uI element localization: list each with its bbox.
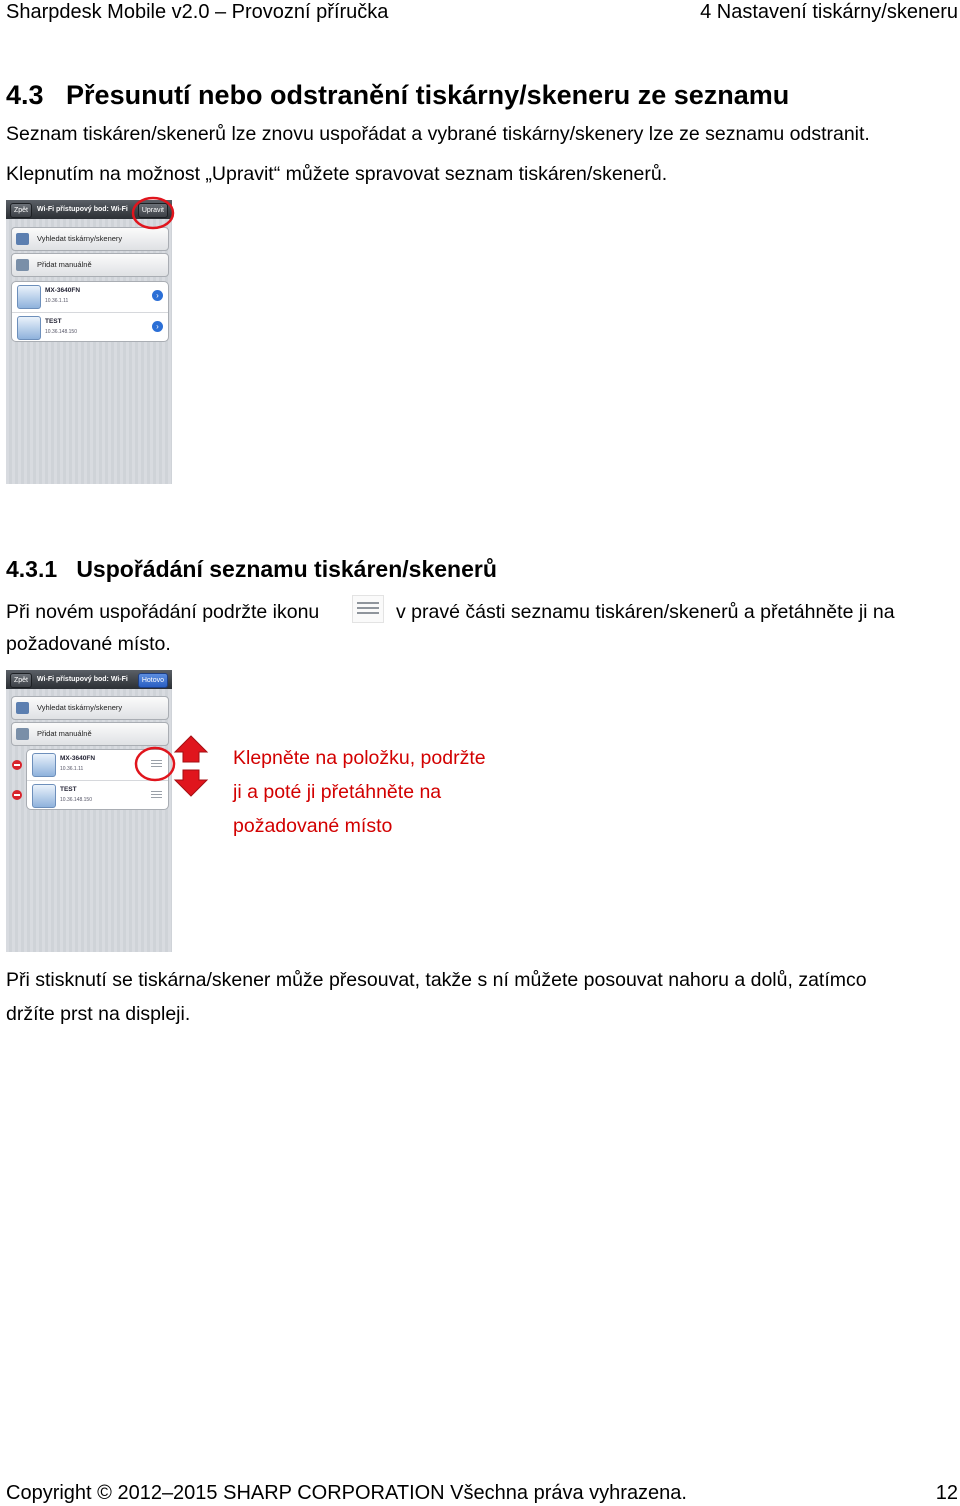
device-ip: 10.36.1.11 [45,298,69,304]
printer-icon [17,285,41,309]
add-manually-label: Přidat manuálně [37,260,92,269]
highlight-circle-grip [134,745,178,783]
nav-bar [6,670,172,689]
edit-button[interactable]: Upravit [138,203,168,218]
reorder-grip-icon[interactable] [151,791,162,799]
screenshot-reorder-mode [6,670,172,952]
intro-paragraph: Seznam tiskáren/skenerů lze znovu uspořádat a vybrané tiskárny/skenery lze ze seznamu odstranit. [6,123,870,145]
up-down-arrow-icon [173,734,209,798]
back-button[interactable]: Zpět [10,673,32,688]
reorder-instruction-line2: požadované místo. [6,633,171,655]
device-row[interactable] [27,780,168,810]
reorder-handle-icon [352,595,384,623]
device-name: MX-3640FN [45,287,81,294]
edit-instruction: Klepnutím na možnost „Upravit“ můžete spravovat seznam tiskáren/skenerů. [6,163,668,185]
nav-title: Wi-Fi přístupový bod: Wi-Fi [37,206,128,213]
reorder-instruction-part2: v pravé části seznamu tiskáren/skenerů a přetáhněte ji na [396,601,895,623]
device-row[interactable] [12,312,168,342]
reorder-instruction-part1: Při novém uspořádání podržte ikonu [6,601,320,623]
back-button[interactable]: Zpět [10,203,32,218]
highlight-circle-edit [130,195,178,231]
screenshot-edit-mode-entry [6,200,172,484]
search-printers-label: Vyhledat tiskárny/skenery [37,703,123,712]
footer-copyright: Copyright © 2012–2015 SHARP CORPORATION Všechna práva vyhrazena. [6,1482,687,1504]
printer-icon [32,784,56,808]
callout-line-1: Klepněte na položku, podržte [233,747,486,769]
callout-line-2: ji a poté ji přetáhněte na [233,781,442,803]
device-list [11,281,169,342]
device-name: MX-3640FN [60,755,96,762]
done-button[interactable]: Hotovo [138,673,168,688]
callout-line-3: požadované místo [233,815,393,837]
add-manually-button[interactable] [11,722,169,746]
delete-icon[interactable] [12,760,22,770]
running-header-right: 4 Nastavení tiskárny/skeneru [700,1,958,23]
search-printers-label: Vyhledat tiskárny/skenery [37,234,123,243]
subsection-title: 4.3.1 Uspořádání seznamu tiskáren/skenerů [6,556,497,582]
section-title: 4.3 Přesunutí nebo odstranění tiskárny/skeneru ze seznamu [6,80,790,110]
page-number: 12 [935,1482,958,1504]
add-printer-icon [16,728,29,740]
printer-icon [17,316,41,340]
device-ip: 10.36.1.11 [60,766,84,772]
device-name: TEST [45,318,62,325]
device-ip: 10.36.148.150 [45,329,77,335]
delete-icon[interactable] [12,790,22,800]
printer-icon [32,753,56,777]
closing-line-1: Při stisknutí se tiskárna/skener může přesouvat, takže s ní můžete posouvat nahoru a dolů, zatímco [6,969,867,991]
device-name: TEST [60,786,77,793]
device-ip: 10.36.148.150 [60,797,92,803]
nav-title: Wi-Fi přístupový bod: Wi-Fi [37,676,128,683]
add-manually-button[interactable] [11,253,169,277]
disclosure-icon[interactable]: › [152,321,163,332]
device-row[interactable] [12,282,168,311]
add-manually-label: Přidat manuálně [37,729,92,738]
closing-line-2: držíte prst na displeji. [6,1003,191,1025]
list-icon [16,702,29,714]
disclosure-icon[interactable]: › [152,290,163,301]
search-printers-button[interactable] [11,696,169,720]
add-printer-icon [16,259,29,271]
running-header-left: Sharpdesk Mobile v2.0 – Provozní příručka [6,1,389,23]
list-icon [16,233,29,245]
